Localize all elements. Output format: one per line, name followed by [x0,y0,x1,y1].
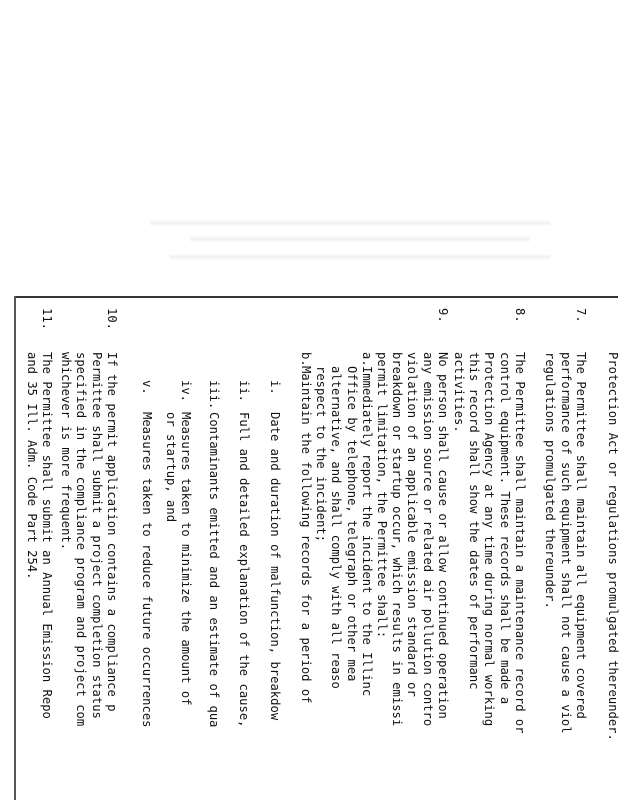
condition-7-number: 7. [574,308,588,323]
condition-7-text: The Permittee shall maintain all equipment covered performance of such equipment shall not cause a viol regulations promulgated thereunder. [543,352,588,734]
roman-iv-text: Measures taken to minimize the amount of or startup, and [163,412,193,706]
roman-ii: ii. [237,380,251,403]
subitem-b-text: Maintain the following records for a period of [299,366,313,704]
condition-11-number: 11. [40,308,54,331]
roman-ii-text: Full and detailed explanation of the cause, [237,412,251,728]
roman-i-text: Date and duration of malfunction, breakdow [268,412,282,721]
rotated-document-page [18,300,618,800]
roman-iii: iii. [207,380,221,410]
roman-v: v. [140,380,154,395]
condition-9-text: No person shall cause or allow continued operation any emission source or related air pollution contro violation of an applicable emission standard or breakdown or startup occur, which results in emissi permit limitation, the Permittee shall: [374,352,450,727]
roman-i: i. [268,380,282,395]
condition-8-text: The Permittee shall maintain a maintenance record or control equipment. These records shall be made a Protection Agency at any time during normal working this record shall show the dates of performanc activities. [451,352,527,734]
subitem-b-letter: b. [299,352,313,367]
intro-line: Protection Act or regulations promulgated thereunder. [606,352,620,741]
condition-10-text: If the permit application contains a compliance p Permittee shall submit a project completion status specified in the compliance program and project com whichever is more frequent. [59,352,119,727]
subitem-a-letter: a. [360,352,374,367]
condition-9-number: 9. [436,308,450,323]
roman-v-text: Measures taken to reduce future occurrences [140,412,154,728]
condition-10-number: 10. [105,308,119,331]
roman-iii-text: Contaminants emitted and an estimate of qua [207,412,221,728]
condition-8-number: 8. [513,308,527,323]
roman-iv: iv. [179,380,193,403]
page-top-edge [14,296,618,298]
condition-11-text: The Permittee shall submit an Annual Emission Repo and 35 Ill. Adm. Code Part 254. [24,352,54,719]
page-left-edge [14,296,16,800]
subitem-a-text: Immediately report the incident to the Illinc Office by telephone, telegraph or other mea alternative, and shall comply with all reaso respect to the incident; [314,366,374,697]
